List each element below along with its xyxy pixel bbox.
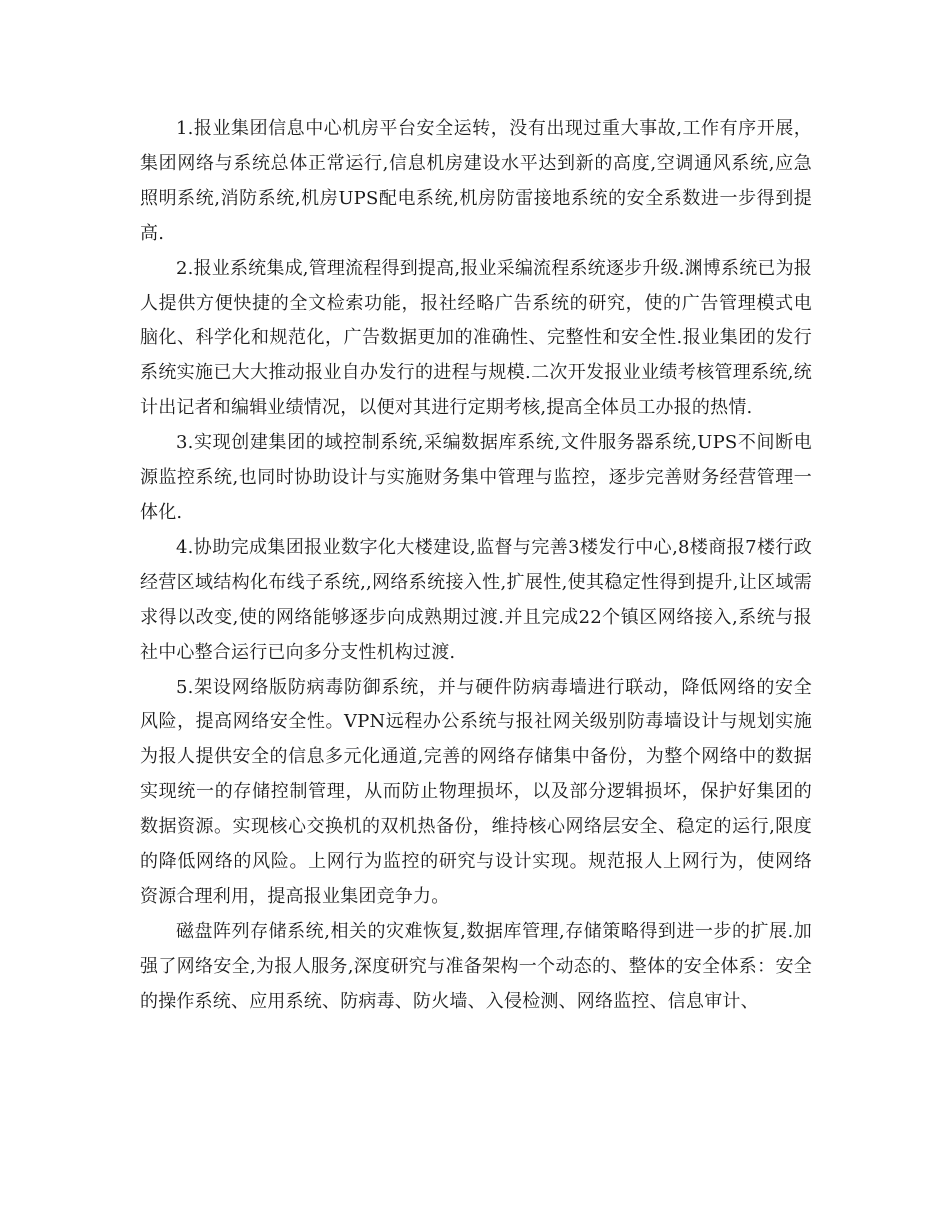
- document-body: [140, 112, 812, 1020]
- paragraph-6: 磁盘阵列存储系统,相关的灾难恢复,数据库管理,存储策略得到进一步的扩展.加强了网络安全,为报人服务,深度研究与准备架构一个动态的、整体的安全体系：安全的操作系统、应用系统、防病毒、防火墙、入侵检测、网络监控、信息审计、: [140, 920, 812, 1012]
- paragraph-4: 4.协助完成集团报业数字化大楼建设,监督与完善3楼发行中心,8楼商报7楼行政经营区域结构化布线子系统,,网络系统接入性,扩展性,使其稳定性得到提升,让区域需求得以改变,使的网络能够逐步向成熟期过渡.并且完成22个镇区网络接入,系统与报社中心整合运行已向多分支性机构过渡.: [140, 536, 812, 663]
- paragraph-2: 2.报业系统集成,管理流程得到提高,报业采编流程系统逐步升级.渊博系统已为报人提供方便快捷的全文检索功能，报社经略广告系统的研究，使的广告管理模式电脑化、科学化和规范化，广告数据更加的准确性、完整性和安全性.报业集团的发行系统实施已大大推动报业自办发行的进程与规模.二次开发报业业绩考核管理系统,统计出记者和编辑业绩情况，以便对其进行定期考核,提高全体员工办报的热情.: [140, 257, 812, 419]
- paragraph-1: 1.报业集团信息中心机房平台安全运转，没有出现过重大事故,工作有序开展，集团网络与系统总体正常运行,信息机房建设水平达到新的高度,空调通风系统,应急照明系统,消防系统,机房UPS配电系统,机房防雷接地系统的安全系数进一步得到提高.: [140, 118, 812, 244]
- paragraph-5: 5.架设网络版防病毒防御系统，并与硬件防病毒墙进行联动，降低网络的安全风险，提高网络安全性。VPN远程办公系统与报社网关级别防毒墙设计与规划实施为报人提供安全的信息多元化通道,完善的网络存储集中备份，为整个网络中的数据实现统一的存储控制管理，从而防止物理损坏，以及部分逻辑损坏，保护好集团的数据资源。实现核心交换机的双机热备份，维持核心网络层安全、稳定的运行,限度的降低网络的风险。上网行为监控的研究与设计实现。规范报人上网行为，使网络资源合理利用，提高报业集团竞争力。: [140, 676, 812, 907]
- paragraph-3: 3.实现创建集团的域控制系统,采编数据库系统,文件服务器系统,UPS不间断电源监控系统,也同时协助设计与实施财务集中管理与监控，逐步完善财务经营管理一体化.: [140, 432, 812, 523]
